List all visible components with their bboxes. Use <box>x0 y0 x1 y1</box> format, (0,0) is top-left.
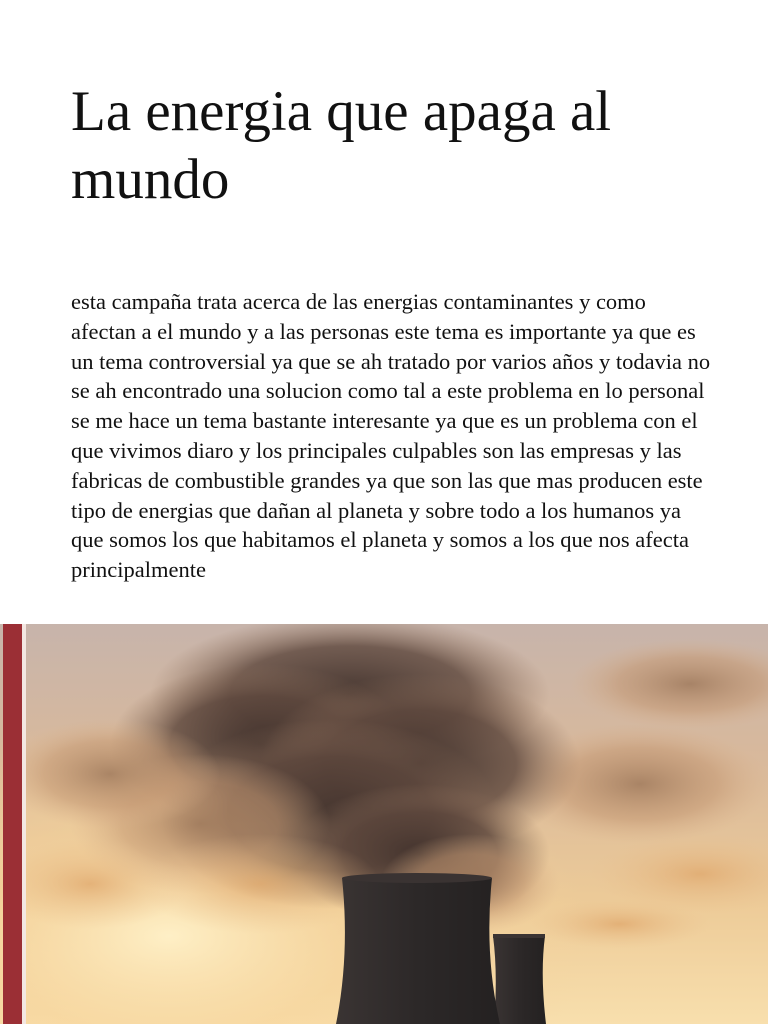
accent-bar <box>3 624 22 1024</box>
body-paragraph: esta campaña trata acerca de las energias contaminantes y como afectan a el mundo y a las personas este tema es importante ya que es un tema controversial ya que se ah tratado por varios años y todavia no se ah encontrado una solucion como tal a este problema en lo personal se me hace un tema bastante interesante ya que es un problema con el que vivimos diaro y los principales culpables son las empresas y las fabricas de combustible grandes ya que son las que mas producen este tipo de energias que dañan al planeta y sobre todo a los humanos ya que somos los que habitamos el planeta y somos a los que nos afecta principalmente <box>71 289 711 583</box>
cooling-towers-smoke-photo <box>0 624 768 1024</box>
photo-illustration <box>0 624 768 1024</box>
accent-bar-gap <box>22 624 26 1024</box>
document-title: La energia que apaga al mundo <box>71 80 612 211</box>
